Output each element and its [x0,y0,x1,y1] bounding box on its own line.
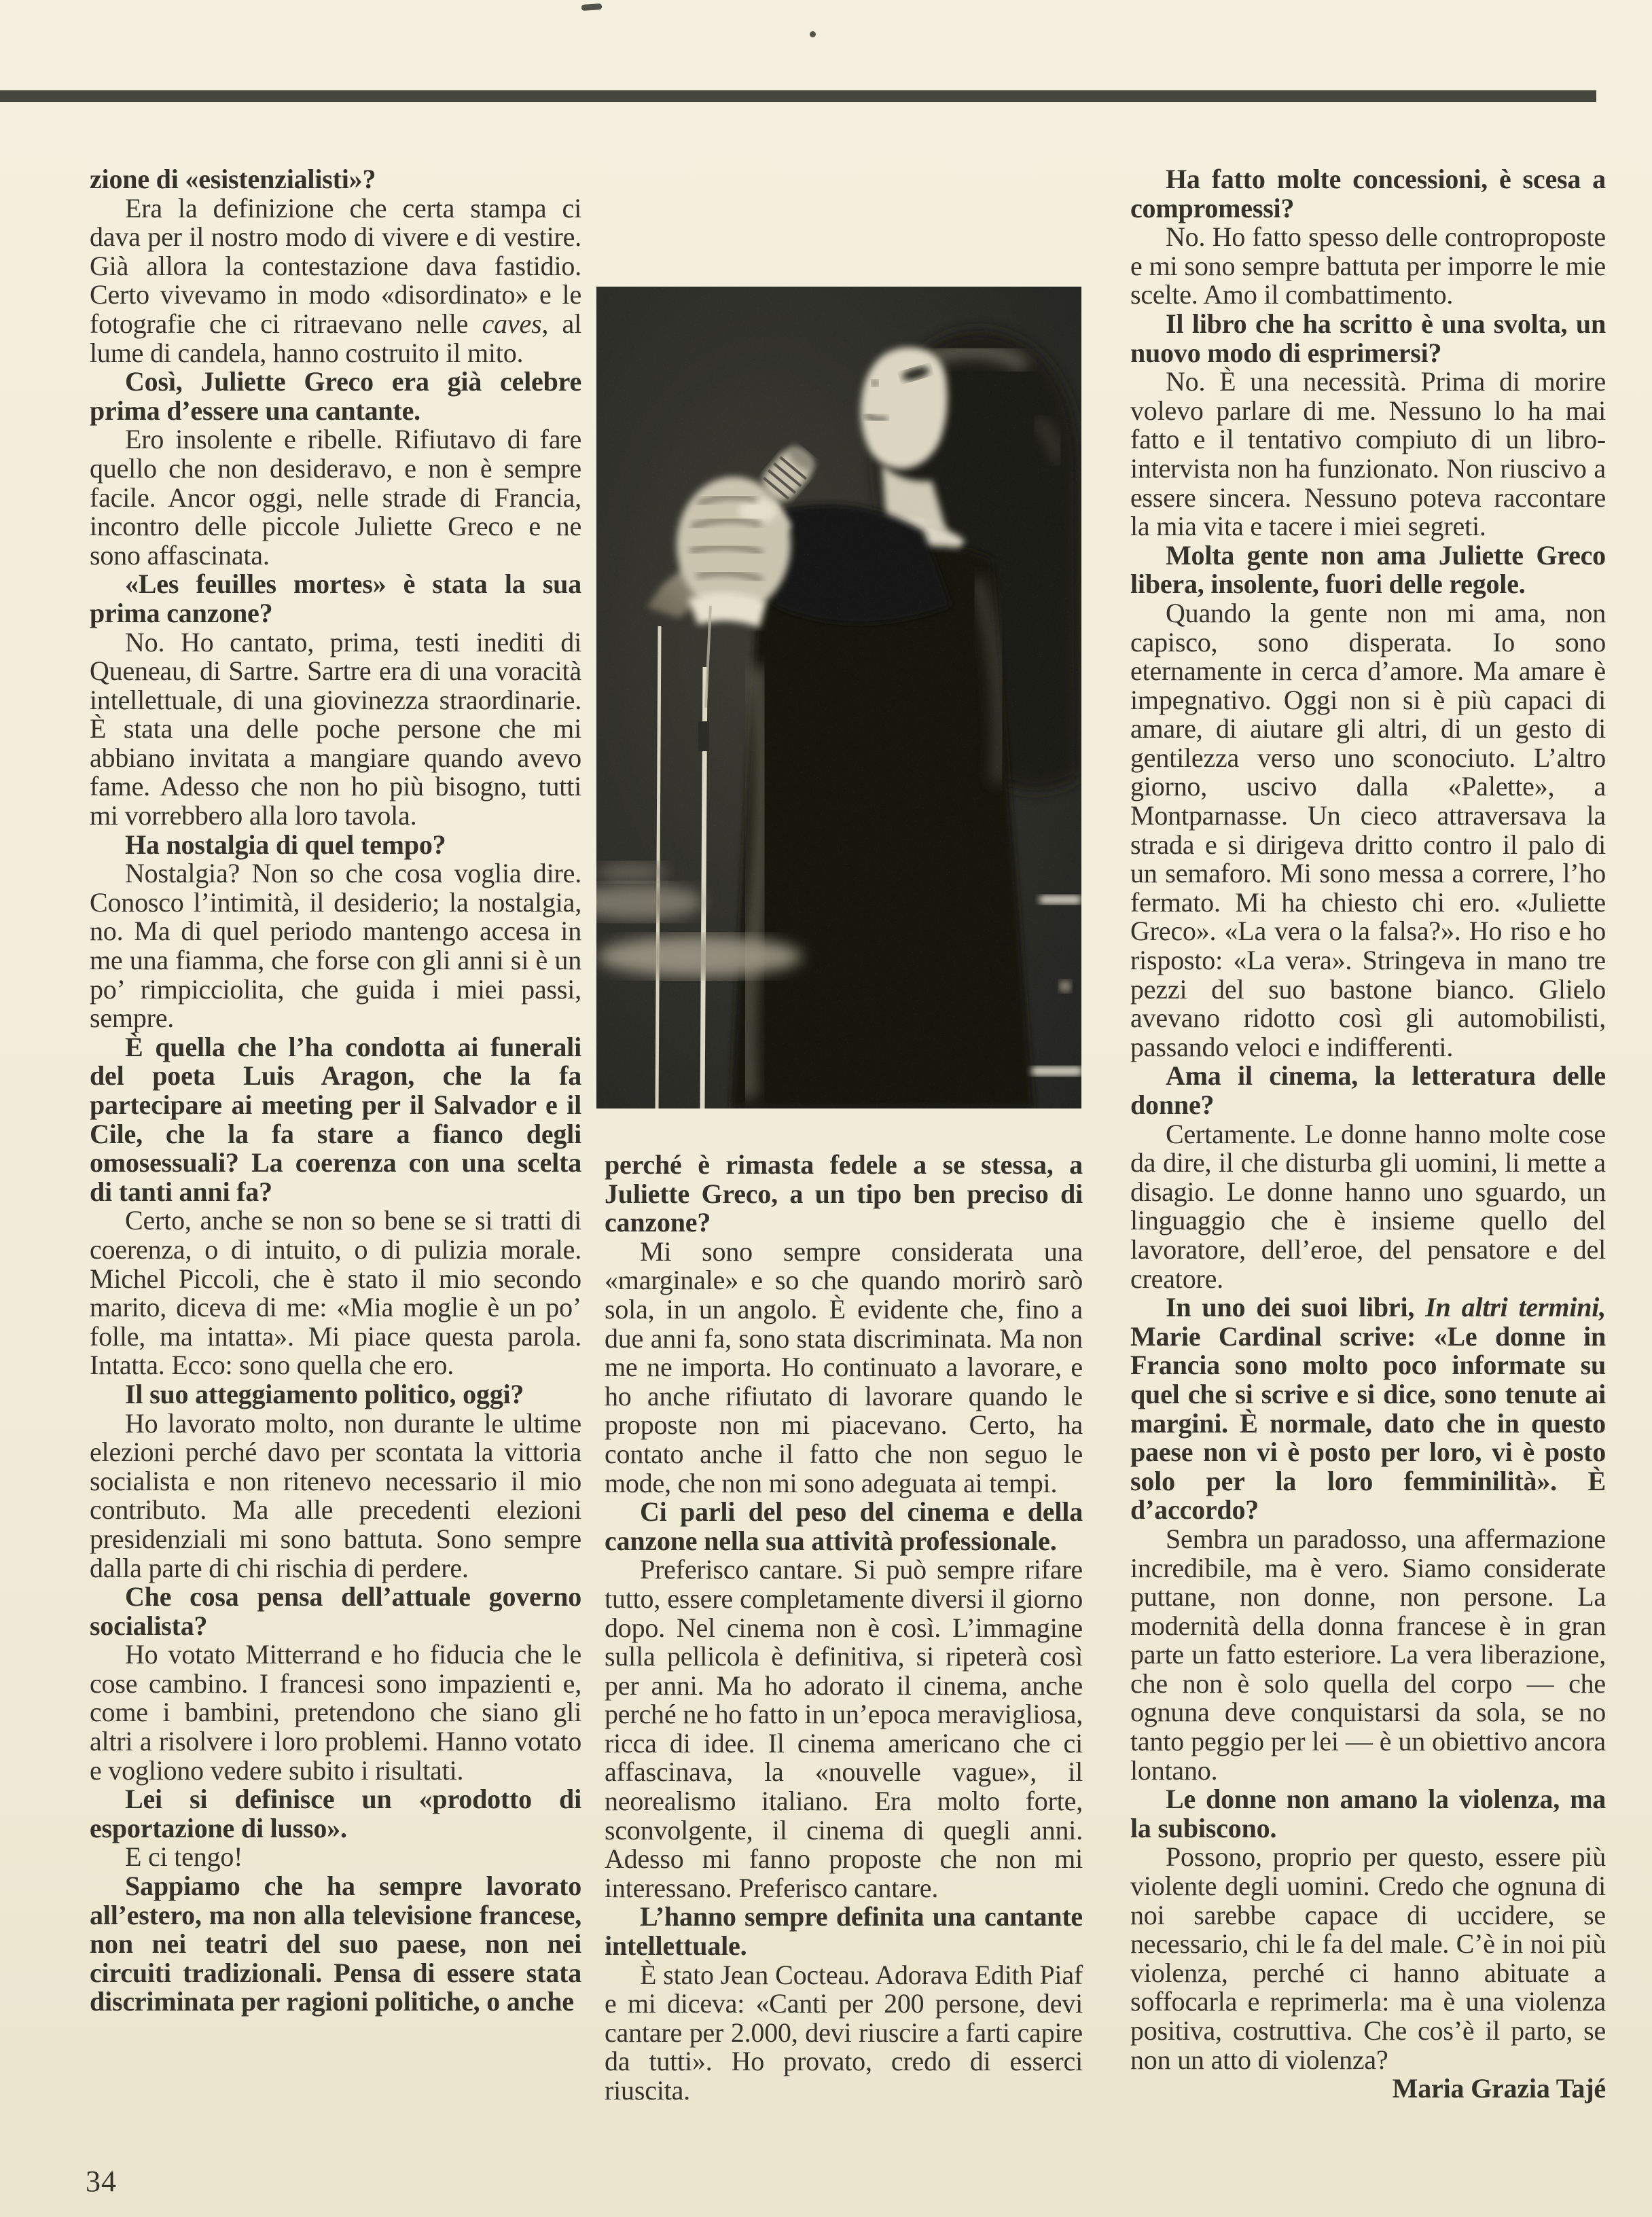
interview-answer: Mi sono sempre considerata una «marginale» e so che quando morirò sarò sola, in un angolo. È evidente che, fino a due anni fa, sono stata discriminata. Ma non me ne importa. Ho continuato a lavorare, e ho anche rifiutato di lavorare quando le proposte non mi piacevano. Certo, ha contato anche il fatto che non seguo le mode, che non mi sono adeguata ai tempi. [605,1236,1083,1498]
byline: Maria Grazia Tajé [1392,2073,1606,2104]
interview-question: Il libro che ha scritto è una svolta, un nuovo modo di esprimersi? [1130,308,1606,368]
interview-answer: No. Ho cantato, prima, testi inediti di Queneau, di Sartre. Sartre era di una voracità intellettuale, di una giovinezza straordinarie. È stata una delle poche persone che mi abbiano invitata a mangiare quando avevo fame. Adesso che non ho più bisogno, tutti mi vorrebbero alla loro tavola. [90,626,581,831]
concert-photo-graphic [596,287,1081,1108]
interview-question: L’hanno sempre definita una cantante intellettuale. [605,1901,1083,1962]
interview-answer: Ero insolente e ribelle. Rifiutavo di fare quello che non desideravo, e non è sempre facile. Ancor oggi, nelle strade di Francia, incontro delle piccole Juliette Greco e ne sono affascinata. [90,424,581,571]
interview-question: Ci parli del peso del cinema e della canzone nella sua attività professionale. [605,1496,1083,1556]
text-column-left [90,165,581,2017]
interview-question: Lei si definisce un «prodotto di esportazione di lusso». [90,1784,581,1843]
interview-question: In uno dei suoi libri, In altri termini, Marie Cardinal scrive: «Le donne in Francia sono molto poco informate su quel che si scrive e si dice, sono tenute ai margini. È normale, dato che in questo paese non vi è posto per loro, vi è posto solo per la loro femminilità». È d’accordo? [1130,1292,1606,1526]
concert-photo [596,287,1081,1108]
interview-question: «Les feuilles mortes» è stata la sua prima canzone? [90,569,581,628]
interview-question: Ha fatto molte concessioni, è scesa a compromessi? [1130,164,1606,223]
interview-answer: Era la definizione che certa stampa ci dava per il nostro modo di vivere e di vestire. Già allora la contestazione dava fastidio. Certo vivevamo in modo «disordinato» e le fotografie che ci ritraevano nelle caves, al lume di candela, hanno costruito il mito. [90,192,581,368]
interview-answer: Nostalgia? Non so che cosa voglia dire. Conosco l’intimità, il desiderio; la nostalgia, no. Ma di quel periodo mantengo accesa in me una fiamma, che forse con gli anni si è un po’ rimpicciolita, che guida i miei passi, sempre. [90,858,581,1034]
interview-question: perché è rimasta fedele a se stessa, a Juliette Greco, a un tipo ben preciso di canzone? [605,1149,1083,1238]
interview-answer: Sembra un paradosso, una affermazione incredibile, ma è vero. Siamo considerate puttane, non donne, non persone. La modernità della donna francese è in gran parte un fatto esteriore. La vera liberazione, che non è solo quella del corpo — che ognuna deve conquistarsi da sola, se no tanto peggio per lei — è un obiettivo ancora lontano. [1130,1523,1606,1786]
interview-question: Il suo atteggiamento politico, oggi? [125,1378,524,1409]
interview-question: Molta gente non ama Juliette Greco libera, insolente, fuori delle regole. [1130,539,1606,600]
interview-question: Ama il cinema, la letteratura delle donne? [1130,1060,1606,1120]
interview-answer: Preferisco cantare. Si può sempre rifare tutto, essere completamente diversi il giorno dopo. Nel cinema non è così. L’immagine sulla pellicola è definitiva, si ripeterà così per anni. Ma ho adorato il cinema, anche perché ne ho fatto in un’epoca meravigliosa, ricca di idee. Il cinema americano che ci affascinava, la «nouvelle vague», il neorealismo italiano. Era molto forte, sconvolgente, il cinema di quegli anni. Adesso mi fanno proposte che non mi interessano. Preferisco cantare. [605,1554,1083,1903]
interview-answer: Possono, proprio per questo, essere più violente degli uomini. Credo che ognuna di noi sarebbe capace di uccidere, se necessario, chi le fa del male. C’è in noi più violenza, perché ci hanno abituate a soffocarla e reprimerla: ma è una violenza positiva, costruttiva. Che cos’è il parto, se non un atto di violenza? [1130,1841,1606,2075]
interview-question: Sappiamo che ha sempre lavorato all’estero, ma non alla televisione francese, non nei teatri del suo paese, non nei circuiti tradizionali. Pensa di essere stata discriminata per ragioni politiche, o anche [90,1871,581,2017]
interview-question: Le donne non amano la violenza, ma la subiscono. [1130,1784,1606,1843]
interview-answer: No. È una necessità. Prima di morire volevo parlare di me. Nessuno lo ha mai fatto e il tentativo compiuto di un libro-intervista non ha funzionato. Non riuscivo a essere sincera. Nessuno poteva raccontare la mia vita e tacere i miei segreti. [1130,366,1606,542]
top-rule-bar [0,90,1596,102]
print-speck [810,31,816,37]
interview-answer: Certamente. Le donne hanno molte cose da dire, il che disturba gli uomini, li mette a disagio. Le donne hanno uno sguardo, un linguaggio che è insieme quello del lavoratore, dell’eroe, del pensatore e del creatore. [1130,1118,1606,1294]
interview-answer: Certo, anche se non so bene se si tratti di coerenza, o di intuito, o di pulizia morale. Michel Piccoli, che è stato il mio secondo marito, diceva di me: «Mia moglie è un po’ folle, ma intatta». Mi piace questa parola. Intatta. Ecco: sono quella che ero. [90,1205,581,1381]
interview-answer: No. Ho fatto spesso delle controproposte e mi sono sempre battuta per imporre le mie scelte. Amo il combattimento. [1130,221,1606,310]
interview-answer: È stato Jean Cocteau. Adorava Edith Piaf e mi diceva: «Canti per 200 persone, devi cantare per 2.000, devi riuscire a farti capire da tutti». Ho provato, credo di esserci riuscita. [605,1959,1083,2106]
text-column-right [1130,165,1606,2104]
interview-question: zione di «esistenzialisti»? [90,164,376,194]
print-speck [581,3,603,11]
interview-question: È quella che l’ha condotta ai funerali del poeta Luis Aragon, che la fa partecipare ai meeting per il Salvador e il Cile, che la fa stare a fianco degli omosessuali? La coerenza con una scelta di tanti anni fa? [90,1031,581,1207]
interview-answer: Ho lavorato molto, non durante le ultime elezioni perché davo per scontata la vittoria socialista e non ritenevo necessario il mio contributo. Ma alle precedenti elezioni presidenziali mi sono battuta. Sono sempre dalla parte di chi rischia di perdere. [90,1407,581,1583]
interview-answer: E ci tengo! [125,1841,243,1873]
page-number: 34 [86,2165,117,2198]
interview-question: Che cosa pensa dell’attuale governo socialista? [90,1581,581,1641]
interview-question: Ha nostalgia di quel tempo? [125,829,446,860]
interview-answer: Ho votato Mitterrand e ho fiducia che le cose cambino. I francesi sono impazienti e, come i bambini, pretendono che siano gli altri a risolvere i loro problemi. Hanno votato e vogliono vedere subito i risultati. [90,1639,581,1786]
photo-grain [596,287,1081,1108]
interview-answer: Quando la gente non mi ama, non capisco, sono disperata. Io sono eternamente in cerca d’amore. Ma amare è impegnativo. Oggi non si è più capaci di amare, di aiutare gli altri, di un gesto di gentilezza verso uno sconociuto. L’altro giorno, uscivo dalla «Palette», a Montparnasse. Un cieco attraversava la strada e si dirigeva dritto contro il palo di un semaforo. Mi sono messa a correre, l’ho fermato. Mi ha chiesto chi ero. «Juliette Greco». «La vera o la falsa?». Ho riso e ho risposto: «La vera». Stringeva in mano tre pezzi del suo bastone bianco. Glielo avevano ridotto così gli automobilisti, passando veloci e indifferenti. [1130,597,1606,1062]
interview-question: Così, Juliette Greco era già celebre prima d’essere una cantante. [90,366,581,426]
text-column-middle [605,1151,1083,2106]
